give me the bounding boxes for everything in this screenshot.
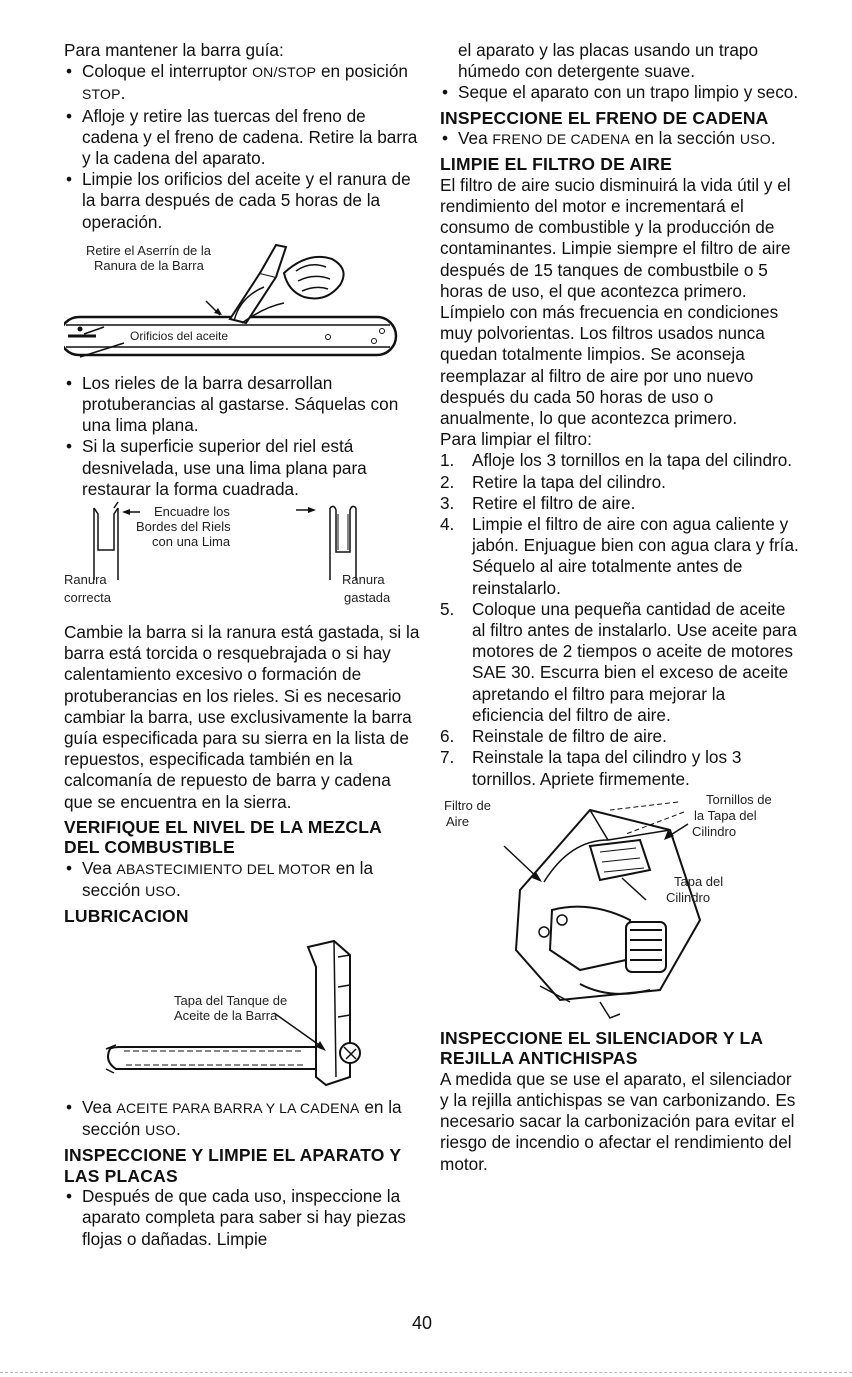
step-item: 2. Retire la tapa del cilindro. (440, 471, 666, 492)
oil-holes-label: Orificios del aceite (130, 328, 229, 343)
list-item: • Vea FRENO DE CADENA en la sección USO. (440, 128, 800, 150)
air-filter-paragraph: El filtro de aire sucio disminuirá la vida útil y el rendimiento del motor e incrementará el consumo de combustible y la producción de contaminantes. Limpie siempre el filtro de aire después de 15 tanques de combustbile o 5 horas de uso, el que acontezca primero. Límpielo con más frecuencia en condiciones muy polvorientas. Los filtros usados nunca quedan totalmente limpios. Se aconseja reemplazar al filtro de aire por uno nuevo después du cada 50 horas de uso o anualmente, lo que acontezca primero. (440, 174, 791, 429)
step-item: 6. Reinstale de filtro de aire. (440, 726, 667, 747)
step-item: 4. Limpie el filtro de aire con agua caliente y jabón. Enjuague bien con agua clara y fría. Séquelo al aire totalmente antes de reinstalarlo. (440, 514, 799, 598)
chainsaw-cover-illustration (440, 790, 800, 1028)
list-item: • Limpie los orificios del aceite y el ranura de la barra después de cada 5 horas de la operación. (64, 169, 420, 233)
bottom-edge-line (0, 1372, 852, 1373)
steps-intro: Para limpiar el filtro: (440, 429, 592, 450)
lubrication-list (64, 1097, 420, 1141)
bar-maintenance-list (64, 61, 420, 233)
list-item: • Si la superficie superior del riel está desnivelada, use una lima plana para restaurar la forma cuadrada. (64, 436, 420, 500)
left-column (64, 40, 420, 1250)
file-label-2: Bordes del Riels (136, 519, 231, 535)
step-item: 5. Coloque una pequeña cantidad de aceite al filtro antes de instalarlo. Use aceite para motores de 2 tiempos o aceite de motores SAE 30. Escurra bien el exceso de aceite apretando el filtro para mejorar la eficiencia del filtro de aire. (440, 598, 797, 725)
clean-continuation: el aparato y las placas usando un trapo húmedo con detergente suave. (458, 40, 759, 82)
oil-cap-figure (64, 927, 420, 1097)
list-item: • Después de que cada uso, inspeccione la aparato completa para saber si hay piezas flojas o dañadas. Limpie (64, 1186, 420, 1250)
fuel-level-heading: VERIFIQUE EL NIVEL DE LA MEZCLA DEL COMBUSTIBLE (64, 816, 382, 858)
step-item: 3. Retire el filtro de aire. (440, 492, 636, 513)
worn-groove-caption-2: gastada (344, 590, 391, 606)
replace-bar-paragraph: Cambie la barra si la ranura está gastada, si la barra está torcida o resquebrajada o si hay calentamiento excesivo o formación de protuberancias en los rieles. Si es necesario cambiar la barra, use exclusivamente la barra guía especificada para su sierra en la lista de repuestos, especificada también en la calcomanía de repuesto de barra y cadena que se encuentra en la sierra. (64, 622, 420, 812)
cover-label-2: Cilindro (666, 889, 711, 905)
air-filter-label-2: Aire (446, 813, 470, 829)
list-item: • Vea ACEITE PARA BARRA Y LA CADENA en la sección USO. (64, 1097, 420, 1141)
rail-list (64, 373, 420, 500)
page-number: 40 (412, 1313, 433, 1333)
step-item: 7. Reinstale la tapa del cilindro y los 3 tornillos. Apriete firmemente. (440, 747, 742, 789)
muffler-paragraph: A medida que se use el aparato, el silenciador y la rejilla antichispas se van carbonizando. Es necesario sacar la carbonización para evitar el riesgo de incendio o afectar el rendimiento del motor. (440, 1068, 796, 1174)
oil-cap-caption-2: Aceite de la Barra (174, 1007, 278, 1023)
screws-label-2: la Tapa del (694, 807, 757, 823)
guide-bar-figure (64, 233, 420, 365)
file-label-3: con una Lima (152, 534, 231, 550)
lubrication-heading: LUBRICACION (64, 906, 189, 927)
oil-cap-caption-1: Tapa del Tanque de (174, 992, 288, 1008)
sawdust-caption-2: Ranura de la Barra (94, 257, 204, 273)
sawdust-caption-1: Retire el Aserrín de la (86, 242, 212, 258)
correct-groove-caption-2: correcta (64, 590, 111, 606)
muffler-heading: INSPECCIONE EL SILENCIADOR Y LA REJILLA ANTICHISPAS (440, 1027, 763, 1069)
inspect-clean-heading: INSPECCIONE Y LIMPIE EL APARATO Y LAS PLACAS (64, 1145, 401, 1186)
filter-steps-list (440, 450, 800, 789)
correct-groove-caption-1: Ranura (64, 572, 107, 588)
fuel-list (64, 858, 420, 902)
list-item: • Vea ABASTECIMIENTO DEL MOTOR en la sección USO. (64, 858, 420, 902)
inspect-clean-list (64, 1186, 420, 1250)
list-item: • Coloque el interruptor ON/STOP en posición STOP. (64, 61, 420, 105)
step-item: 1. Afloje los 3 tornillos en la tapa del cilindro. (440, 450, 793, 471)
air-filter-figure (440, 790, 800, 1028)
list-item: • Seque el aparato con un trapo limpio y seco. (440, 82, 800, 103)
screws-label-3: Cilindro (692, 823, 737, 839)
groove-figure (64, 500, 420, 622)
cover-label-1: Tapa del (674, 873, 724, 889)
air-filter-heading: LIMPIE EL FILTRO DE AIRE (440, 154, 672, 175)
chain-brake-heading: INSPECCIONE EL FRENO DE CADENA (440, 107, 769, 128)
chain-brake-list (440, 128, 800, 150)
file-label-1: Encuadre los (154, 504, 230, 520)
list-item: • Afloje y retire las tuercas del freno de cadena y el freno de cadena. Retire la barra y la cadena del aparato. (64, 106, 420, 170)
dry-list (440, 82, 800, 103)
list-item: • Los rieles de la barra desarrollan protuberancias al gastarse. Sáquelas con una lima plana. (64, 373, 420, 437)
worn-groove-caption-1: Ranura (342, 572, 385, 588)
screws-label-1: Tornillos de (706, 791, 772, 807)
right-column (440, 40, 800, 1175)
air-filter-label-1: Filtro de (444, 797, 491, 813)
intro-text: Para mantener la barra guía: (64, 40, 284, 60)
